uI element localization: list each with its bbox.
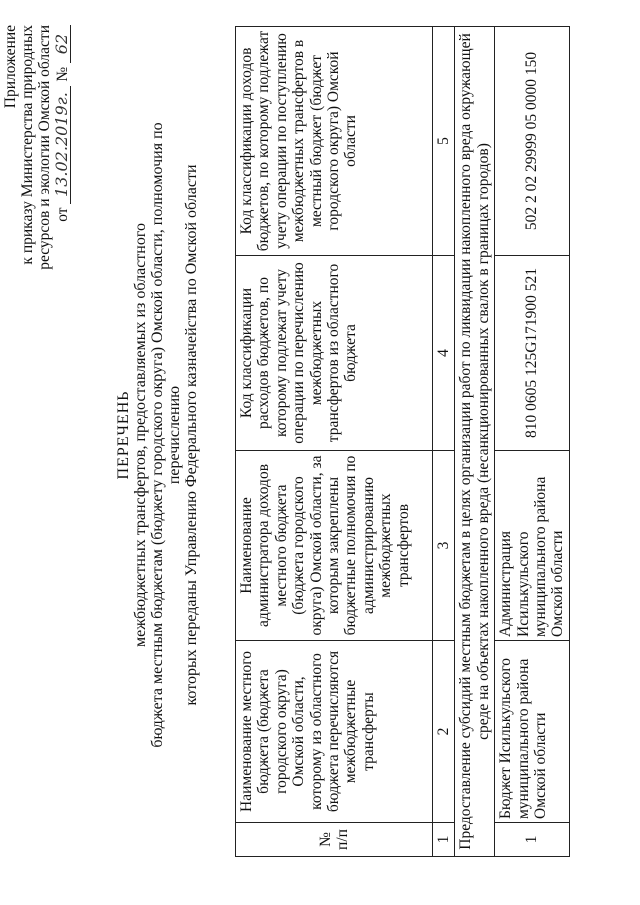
column-number: 4: [433, 256, 455, 451]
handwritten-date: 13.02.2019г.: [53, 86, 71, 204]
title-heading: ПЕРЕЧЕНЬ: [115, 390, 132, 480]
column-number: 1: [433, 823, 455, 857]
header-cell-admin: Наименование администратора доходов местного бюджета (бюджета городского округа) Омской области, за которым закреплены бюджетные полномочия по администрированию межбюджетных трансфертов: [236, 451, 433, 641]
column-number-row: [433, 27, 455, 857]
header-cell-budget: Наименование местного бюджета (бюджета городского округа) Омской области, которому из областного бюджета перечисляются межбюджетные трансферты: [236, 641, 433, 823]
appendix-date-line: [53, 25, 71, 325]
table-row: [495, 27, 570, 857]
appendix-label: Приложение: [2, 25, 19, 109]
title-line-3: которых переданы Управлению Федерального казначейства по Омской области: [183, 164, 200, 706]
appendix-ministry-line: ресурсов и экологии Омской области: [36, 25, 53, 270]
transfers-table: [235, 26, 570, 857]
header-cell-income-code: Код классификации доходов бюджетов, по которому подлежат учету операции по поступлению межбюджетных трансфертов в местный бюджет (бюджет городского округа) Омской области: [236, 27, 433, 256]
handwritten-number: 62: [53, 25, 71, 63]
title-line-2: бюджета местным бюджетам (бюджету городского округа) Омской области, полномочия по перечислению: [149, 122, 183, 748]
row-expense-code: 810 0605 125G171900 521: [495, 256, 570, 451]
from-prefix: от: [54, 207, 71, 222]
row-income-code: 502 2 02 29999 05 0000 150: [495, 27, 570, 256]
row-budget: Бюджет Исилькульского муниципального района Омской области: [495, 641, 570, 823]
title-line-1: межбюджетных трансфертов, предоставляемых из областного: [132, 222, 149, 648]
header-row: [236, 27, 433, 857]
row-number: 1: [495, 823, 570, 857]
column-number: 2: [433, 641, 455, 823]
column-number: 3: [433, 451, 455, 641]
number-prefix: №: [54, 66, 71, 82]
column-number: 5: [433, 27, 455, 256]
header-cell-expense-code: Код классификации расходов бюджетов, по которому подлежат учету операции по перечислению межбюджетных трансфертов из областного бюджета: [236, 256, 433, 451]
document-title: [115, 85, 200, 785]
section-row: [455, 27, 495, 857]
section-title: Предоставление субсидий местным бюджетам в целях организации работ по ликвидации накопленного вреда окружающей среде на объектах накопленного вреда (несанкционированных свалок в границах городов): [455, 27, 495, 857]
header-cell-number: № п/п: [236, 823, 433, 857]
row-admin: Администрация Исилькульского муниципального района Омской области: [495, 451, 570, 641]
appendix-block: [2, 25, 71, 325]
appendix-order-line: к приказу Министерства природных: [19, 25, 36, 265]
